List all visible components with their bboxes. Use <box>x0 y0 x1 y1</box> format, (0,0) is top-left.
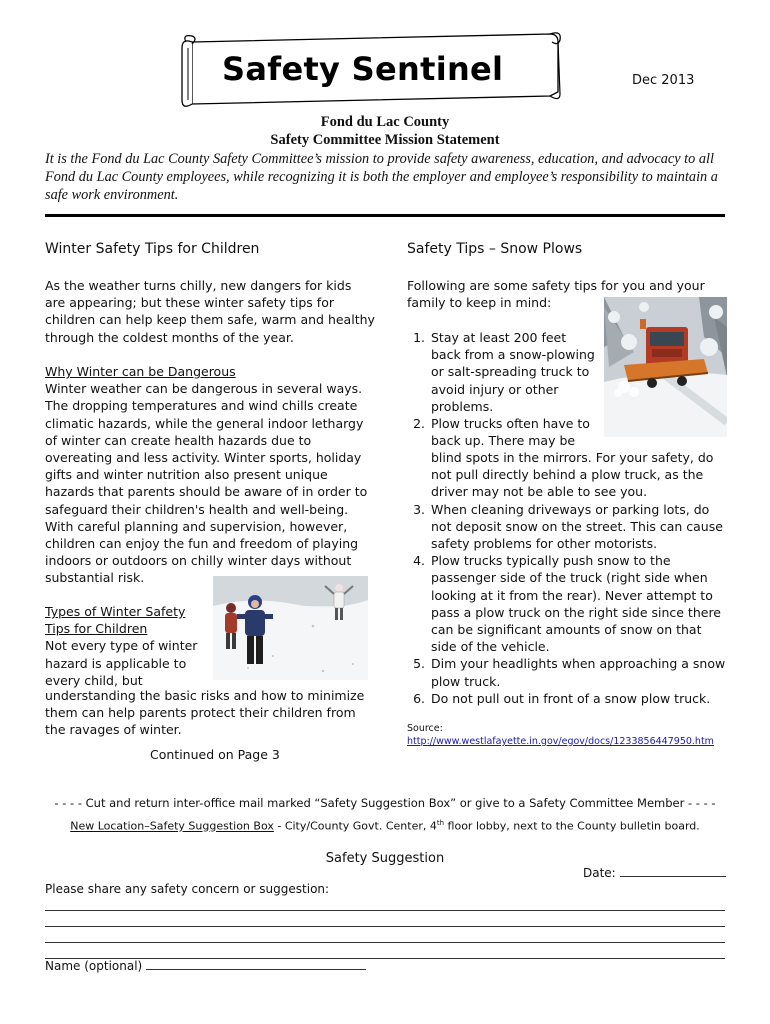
tip-text: Dim your headlights when approaching a snow plow truck. <box>431 656 726 689</box>
suggestion-line[interactable] <box>45 926 725 927</box>
suggestion-title: Safety Suggestion <box>325 851 445 866</box>
name-blank[interactable] <box>146 959 366 970</box>
tip-item <box>407 329 597 415</box>
tip-item <box>407 690 727 707</box>
why-section <box>45 363 375 587</box>
tip-item-continued <box>407 449 727 501</box>
tip-text: When cleaning driveways or parking lots, do not deposit snow on the street. This can cause safety problems for other motorists. <box>431 501 723 552</box>
date-blank[interactable] <box>620 866 726 877</box>
name-label: Name (optional) <box>45 959 143 973</box>
suggestion-line[interactable] <box>45 942 725 943</box>
kids-in-snow-photo <box>213 576 368 680</box>
snow-plow-photo <box>604 297 727 437</box>
snow-plows-intro: Following are some safety tips for you and your family to keep in mind: <box>407 278 705 311</box>
newsletter-title: Safety Sentinel <box>222 50 504 88</box>
tip-item <box>407 415 597 449</box>
tip-item <box>407 552 727 655</box>
tip-text: Stay at least 200 feet back from a snow-plowing or salt-spreading truck to avoid injury or other problems. <box>431 330 595 414</box>
tip-item <box>407 501 727 553</box>
continued-note: Continued on Page 3 <box>150 747 280 762</box>
types-heading: Types of Winter Safety Tips for Children <box>45 604 186 637</box>
suggestion-line[interactable] <box>45 910 725 911</box>
types-text: Not every type of winter hazard is applicable to every child, but <box>45 638 198 688</box>
date-field[interactable] <box>583 866 726 880</box>
tip-number: 2. <box>413 416 425 432</box>
tip-text: Plow trucks often have to back up. There may be <box>431 416 590 449</box>
mission-heading: Safety Committee Mission Statement <box>270 132 500 148</box>
article-title-children: Winter Safety Tips for Children <box>45 241 260 257</box>
source-label: Source: <box>407 723 443 734</box>
tip-number: 6. <box>413 690 425 706</box>
article-title-snow-plows: Safety Tips – Snow Plows <box>407 241 583 257</box>
snow-plow-tips-list-b <box>407 449 727 707</box>
tip-number: 4. <box>413 553 425 569</box>
new-location-text: - City/County Govt. Center, 4 <box>273 819 437 833</box>
name-field[interactable] <box>45 959 366 973</box>
tip-number: 1. <box>413 330 425 345</box>
children-intro: As the weather turns chilly, new dangers for kids are appearing; but these winter safety tips for children can help keep them safe, warm and healthy through the coldest months of the year. <box>45 278 375 345</box>
why-text: Winter weather can be dangerous in several ways. The dropping temperatures and wind chills create climatic hazards, while the general indoor lethargy of winter can create health hazards due to overeating and less activity. Winter sports, holiday gifts and winter nutrition also present unique hazards that parents should be aware of in order to safeguard their children's health and well-being. With careful planning and supervision, however, children can enjoy the fun and freedom of playing indoors or outdoors on chilly winter days without substantial risk. <box>45 381 368 586</box>
date-label: Date: <box>583 866 616 880</box>
tip-text: Do not pull out in front of a snow plow truck. <box>431 690 711 706</box>
source-link[interactable]: http://www.westlafayette.in.gov/egov/docs/1233856447950.htm <box>407 736 714 747</box>
tip-number: 3. <box>413 501 425 517</box>
new-location-note <box>0 819 770 833</box>
divider <box>45 214 725 217</box>
types-text-continued: understanding the basic risks and how to minimize them can help parents protect their children from the ravages of winter. <box>45 688 365 738</box>
tip-text: blind spots in the mirrors. For your safety, do not pull directly behind a plow truck, as the driver may not be able to see you. <box>431 450 714 500</box>
issue-date: Dec 2013 <box>632 73 695 88</box>
suggestion-prompt: Please share any safety concern or suggestion: <box>45 882 330 896</box>
snow-plow-tips-list-a <box>407 329 597 449</box>
tip-item <box>407 655 727 689</box>
tip-number: 5. <box>413 656 425 672</box>
new-location-sup: th <box>436 819 445 827</box>
new-location-text-end: floor lobby, next to the County bulletin board. <box>444 819 700 833</box>
why-heading: Why Winter can be Dangerous <box>45 364 236 379</box>
new-location-label: New Location–Safety Suggestion Box <box>70 819 274 833</box>
cut-line: - - - - Cut and return inter-office mail marked “Safety Suggestion Box” or give to a Safety Committee Member - - - - <box>54 796 716 810</box>
source-block <box>407 722 714 748</box>
types-section <box>45 603 210 689</box>
tip-text: Plow trucks typically push snow to the passenger side of the truck (right side when looking at it from the rear). Never attempt to pass a plow truck on the right side since there can be significant amounts of snow on that side of the vehicle. <box>431 553 721 655</box>
mission-statement: It is the Fond du Lac County Safety Committee’s mission to provide safety awareness, education, and advocacy to all Fond du Lac County employees, while recognizing it is both the employer and employee’s responsibility to maintain a safe work environment. <box>45 151 718 203</box>
mission-org: Fond du Lac County <box>320 114 450 130</box>
